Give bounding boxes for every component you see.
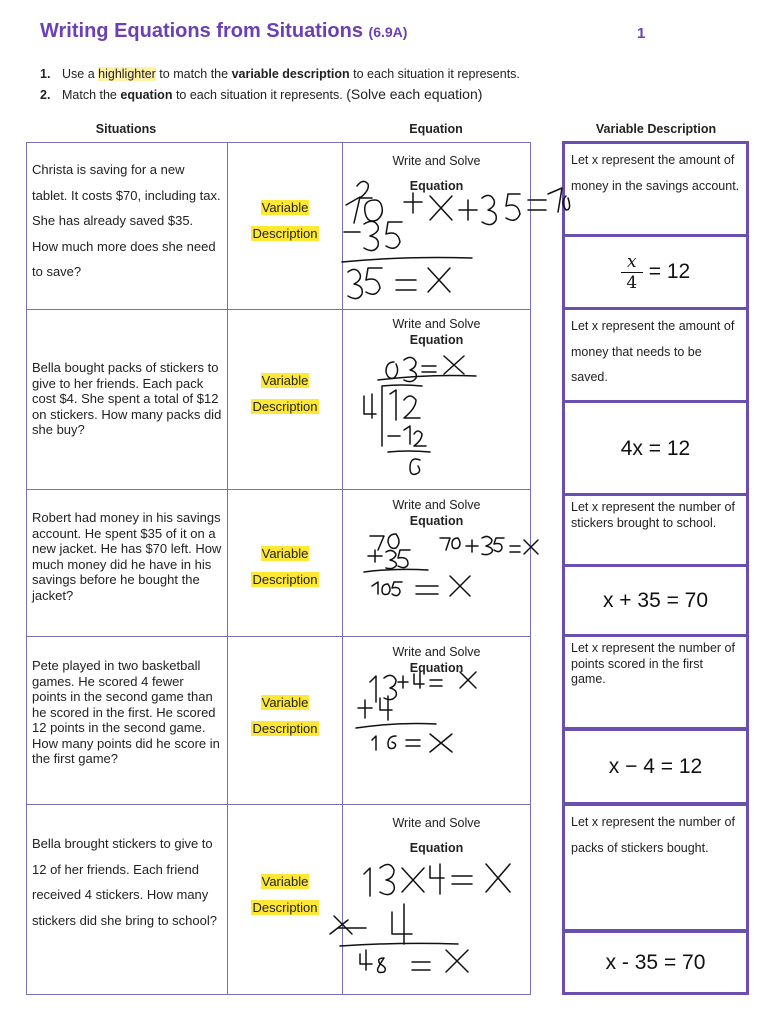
- standard-code: (6.9A): [368, 24, 408, 40]
- variable-description-tag[interactable]: Variable Description: [252, 373, 318, 414]
- situation-text: Christa is saving for a new tablet. It costs $70, including tax. She has already saved $35. How much more does she need to save?: [32, 162, 221, 279]
- write-and-solve-label: Write and Solve Equation: [392, 498, 481, 528]
- handwriting-row-4: [356, 672, 476, 752]
- variable-description-tag[interactable]: Variable Description: [252, 546, 318, 587]
- write-and-solve-label: Write and Solve Equation: [392, 154, 481, 193]
- variable-description-card[interactable]: Let x represent the amount of money in the savings account.: [562, 141, 749, 237]
- variable-description-tag[interactable]: Variable Description: [252, 200, 318, 241]
- handwriting-row-2: [364, 356, 476, 474]
- situation-text: Bella brought stickers to give to 12 of her friends. Each friend received 4 stickers. How many stickers did she bring to school?: [32, 836, 217, 928]
- page-number: 1: [637, 25, 646, 42]
- equation-card[interactable]: x 4 = 12: [562, 234, 749, 310]
- column-header-situations: Situations: [95, 122, 157, 136]
- handwriting-row-1: [342, 181, 570, 298]
- column-header-variable: Variable Description: [595, 122, 717, 136]
- situation-text: Bella bought packs of stickers to give to her friends. Each pack cost $4. She spent a total of $12 on stickers. How many packs did she buy?: [32, 360, 222, 437]
- situation-text: Pete played in two basketball games. He scored 4 fewer points in the second game than he scored in the first. He scored 12 points in the second game. How many points did he score in the first game?: [32, 658, 220, 766]
- situation-text: Robert had money in his savings account. He spent $35 of it on a new jacket. He has $70 left. How much money did he have in his savings before he bought the jacket?: [32, 510, 222, 603]
- page-title: Writing Equations from Situations (6.9A): [40, 20, 408, 42]
- equation-card[interactable]: 4x = 12: [562, 400, 749, 497]
- instruction-1: 1. Use a highlighter to match the variable description to each situation it represents.: [40, 67, 520, 81]
- variable-description-card[interactable]: Let x represent the amount of money that needs to be saved.: [562, 307, 749, 403]
- write-and-solve-label: Write and Solve Equation: [392, 816, 481, 855]
- handwriting-row-3: [364, 534, 538, 596]
- equation-card[interactable]: x − 4 = 12: [562, 728, 749, 805]
- variable-description-tag[interactable]: Variable Description: [252, 695, 318, 736]
- equation-card[interactable]: x - 35 = 70: [562, 930, 749, 995]
- column-header-equation: Equation: [409, 122, 463, 136]
- instruction-2: 2. Match the equation to each situation it represents. (Solve each equation): [40, 86, 483, 102]
- write-and-solve-label: Write and Solve Equation: [392, 645, 481, 675]
- equation-card[interactable]: x + 35 = 70: [562, 564, 749, 637]
- variable-description-card[interactable]: Let x represent the number of stickers brought to school.: [562, 493, 749, 568]
- variable-description-tag[interactable]: Variable Description: [252, 874, 318, 915]
- variable-description-card[interactable]: Let x represent the number of points scored in the first game.: [562, 634, 749, 730]
- variable-description-card[interactable]: Let x represent the number of packs of stickers bought.: [562, 803, 749, 932]
- handwriting-row-5: [330, 864, 510, 973]
- write-and-solve-label: Write and Solve Equation: [392, 317, 481, 347]
- fraction: x 4: [621, 252, 643, 293]
